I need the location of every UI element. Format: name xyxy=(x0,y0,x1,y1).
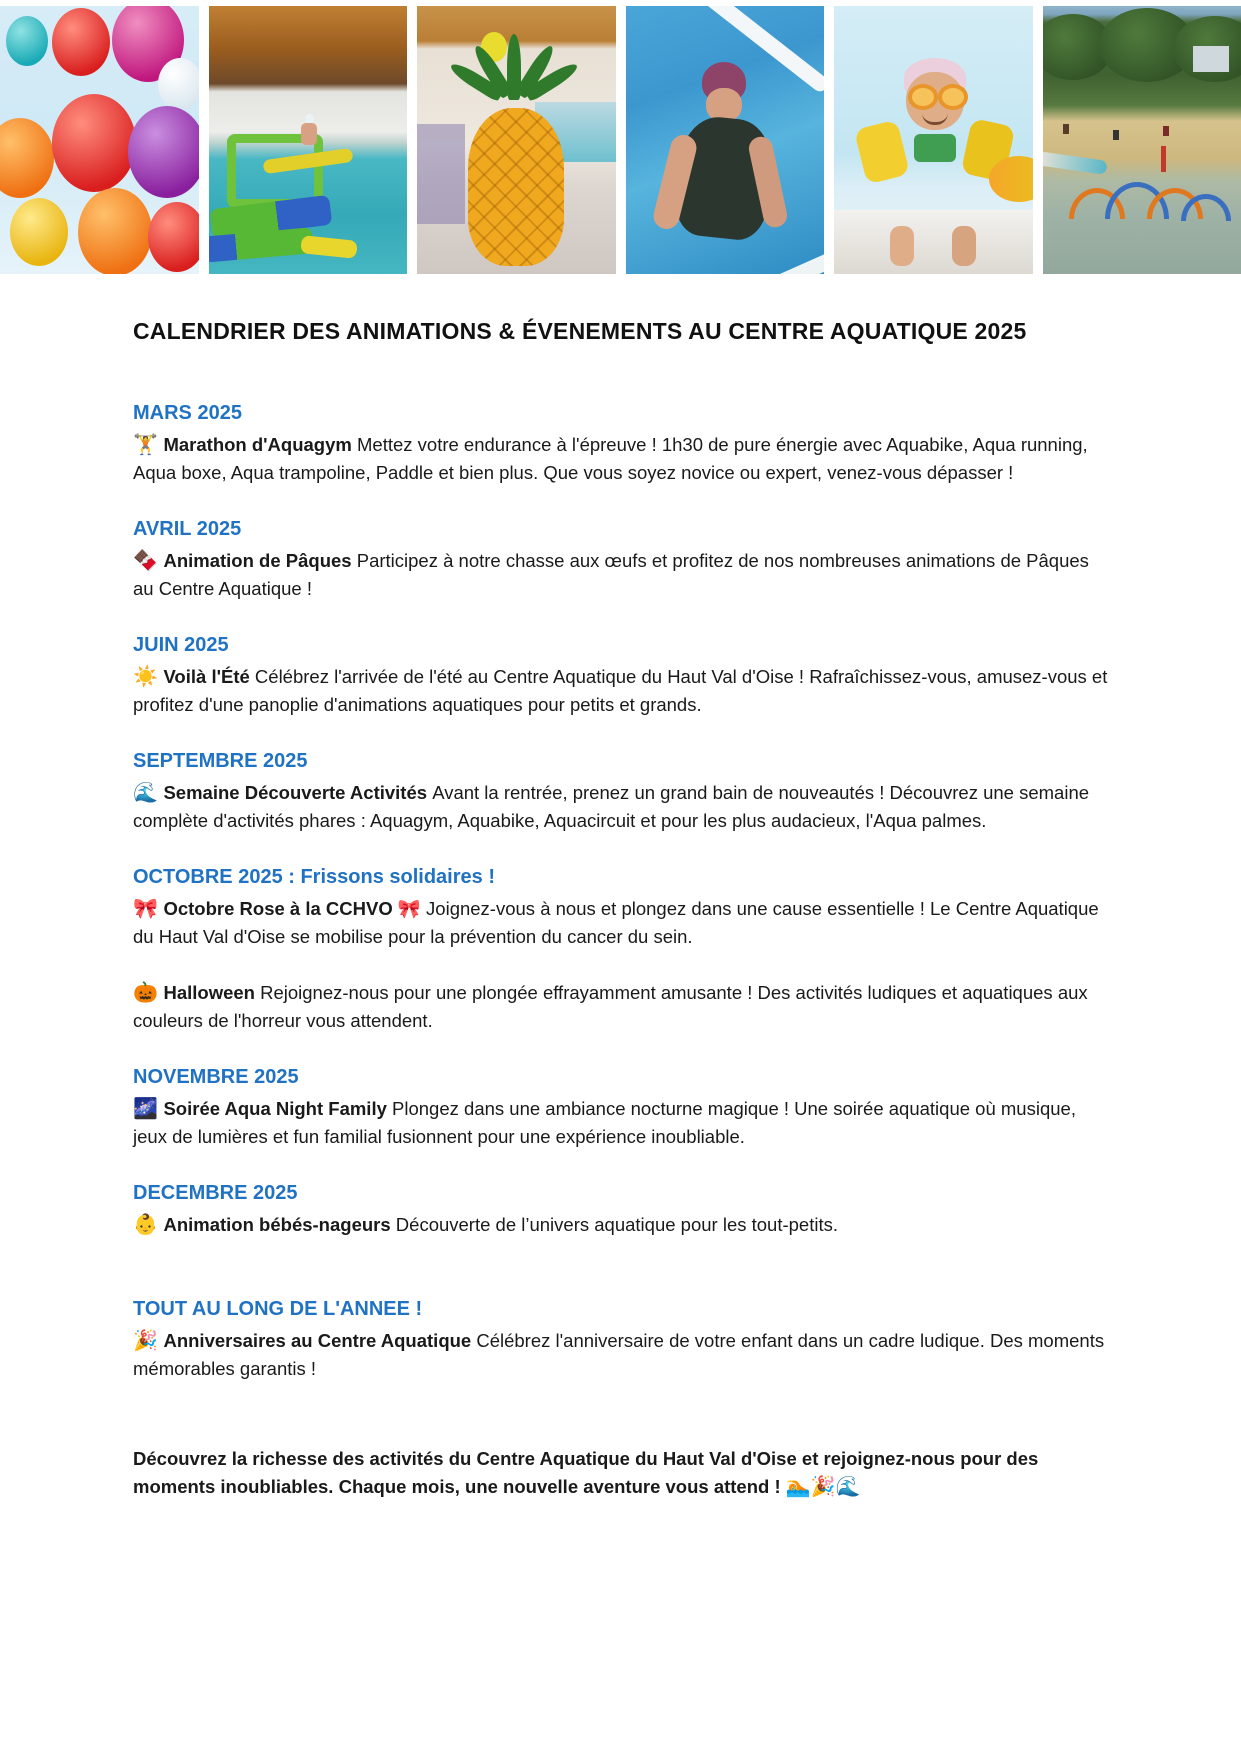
photo-indoor-pool-inflatables xyxy=(209,6,408,274)
closing-text: Découvrez la richesse des activités du Centre Aquatique du Haut Val d'Oise et rejoignez-nous pour des moments inoubliables. Chaque mois, une nouvelle aventure vous attend ! xyxy=(133,1448,1039,1497)
sections xyxy=(133,401,1108,1383)
pool-noodle xyxy=(750,250,824,274)
balloon xyxy=(158,58,199,110)
child-hand xyxy=(952,226,976,266)
section-heading: SEPTEMBRE 2025 xyxy=(133,750,308,772)
event-title: Anniversaires au Centre Aquatique xyxy=(163,1330,477,1351)
month-section xyxy=(133,1297,1108,1383)
event-paragraph xyxy=(133,431,1108,487)
section-heading: AVRIL 2025 xyxy=(133,518,242,540)
month-section xyxy=(133,1181,1108,1239)
month-section xyxy=(133,865,1108,1035)
event-paragraph xyxy=(133,1211,1108,1239)
photo-pineapple-mascot xyxy=(417,6,616,274)
event-paragraph xyxy=(133,547,1108,603)
night-galaxy-icon: 🌌 xyxy=(133,1098,164,1120)
balloon xyxy=(0,118,54,198)
swimmer-figure xyxy=(301,123,317,145)
event-paragraph xyxy=(133,1095,1108,1151)
sun-icon: ☀️ xyxy=(133,666,164,688)
page-title: CALENDRIER DES ANIMATIONS & ÉVENEMENTS AU CENTRE AQUATIQUE 2025 xyxy=(133,318,1027,344)
section-heading: OCTOBRE 2025 : Frissons solidaires ! xyxy=(133,866,495,888)
tiled-wall xyxy=(417,124,465,224)
document-content xyxy=(133,318,1108,1501)
event-description: Célébrez l'arrivée de l'été au Centre Aquatique du Haut Val d'Oise ! Rafraîchissez-vous, amusez-vous et profitez d'une panoplie d'animations aquatiques pour petits et grands. xyxy=(133,666,1108,715)
month-section xyxy=(133,401,1108,487)
month-section xyxy=(133,633,1108,719)
goggles-lens xyxy=(908,84,938,110)
section-heading: NOVEMBRE 2025 xyxy=(133,1066,299,1088)
beach-person xyxy=(1113,130,1119,140)
party-popper-icon: 🎉 xyxy=(133,1330,164,1352)
balloon xyxy=(10,198,68,266)
event-paragraph xyxy=(133,979,1108,1035)
month-section xyxy=(133,749,1108,835)
event-description: Découverte de l’univers aquatique pour les tout-petits. xyxy=(395,1214,838,1235)
wave-icon: 🌊 xyxy=(133,782,164,804)
event-paragraph xyxy=(133,1327,1108,1383)
section-heading: JUIN 2025 xyxy=(133,634,229,656)
baby-icon: 👶 xyxy=(133,1214,164,1236)
jack-o-lantern-icon: 🎃 xyxy=(133,982,164,1004)
weight-lifter-icon: 🏋️ xyxy=(133,434,164,456)
balloon xyxy=(78,188,152,274)
section-heading: DECEMBRE 2025 xyxy=(133,1182,298,1204)
building xyxy=(1193,46,1229,72)
event-description: Plongez dans une ambiance nocturne magique ! Une soirée aquatique où musique, jeux de lumières et fun familial fusionnent pour une expérience inoubliable. xyxy=(133,1098,1076,1147)
balloon xyxy=(148,202,199,272)
event-title: Halloween xyxy=(163,982,261,1003)
pole xyxy=(1161,146,1166,172)
event-title: Animation bébés-nageurs xyxy=(163,1214,396,1235)
event-paragraph xyxy=(133,779,1108,835)
pool-edge xyxy=(834,210,1033,274)
event-title: Semaine Découverte Activités xyxy=(163,782,433,803)
balloon xyxy=(6,16,48,66)
armband-left xyxy=(854,120,910,185)
photo-splash-park xyxy=(1043,6,1241,274)
water-slide xyxy=(1043,151,1108,175)
event-title: Voilà l'Été xyxy=(163,666,255,687)
header-photo-strip xyxy=(0,0,1241,274)
pineapple-mascot xyxy=(468,108,564,266)
event-description: Célébrez l'anniversaire de votre enfant dans un cadre ludique. Des moments mémorables garantis ! xyxy=(133,1330,1105,1379)
section-heading: TOUT AU LONG DE L'ANNEE ! xyxy=(133,1298,423,1320)
chocolate-bar-icon: 🍫 xyxy=(133,550,164,572)
month-section xyxy=(133,1065,1108,1151)
photo-child-armbands xyxy=(834,6,1033,274)
child-hand xyxy=(890,226,914,266)
section-heading: MARS 2025 xyxy=(133,402,242,424)
month-section xyxy=(133,517,1108,603)
event-title: Soirée Aqua Night Family xyxy=(163,1098,393,1119)
goggles-lens xyxy=(938,84,968,110)
balloon xyxy=(128,106,199,198)
event-description: Participez à notre chasse aux œufs et profitez de nos nombreuses animations de Pâques au Centre Aquatique ! xyxy=(133,550,1089,599)
event-paragraph xyxy=(133,895,1108,951)
event-title: Animation de Pâques xyxy=(163,550,357,571)
swimmer-cap xyxy=(305,114,314,123)
event-description: Joignez-vous à nous et plongez dans une cause essentielle ! Le Centre Aquatique du Haut Val d'Oise se mobilise pour la prévention du cancer du sein. xyxy=(133,898,1099,947)
pink-ribbon-icon: 🎀 xyxy=(133,898,164,920)
event-description: Avant la rentrée, prenez un grand bain de nouveautés ! Découvrez une semaine complète d'activités phares : Aquagym, Aquabike, Aquacircuit et pour les plus audacieux, l'Aqua palmes. xyxy=(133,782,1090,831)
closing-paragraph xyxy=(133,1445,1108,1501)
event-description: Rejoignez-nous pour une plongée effrayamment amusante ! Des activités ludiques et aquatiques aux couleurs de l'horreur vous attendent. xyxy=(133,982,1088,1031)
balloon xyxy=(52,8,110,76)
photo-aquagym-swimmer xyxy=(626,6,825,274)
closing-icons: 🏊🎉🌊 xyxy=(785,1476,861,1498)
photo-balloons xyxy=(0,6,199,274)
event-title: Marathon d'Aquagym xyxy=(163,434,357,455)
event-title: Octobre Rose à la CCHVO 🎀 xyxy=(163,898,427,919)
event-paragraph xyxy=(133,663,1108,719)
event-description: Mettez votre endurance à l'épreuve ! 1h30 de pure énergie avec Aquabike, Aqua running, Aqua boxe, Aqua trampoline, Paddle et bien plus. Que vous soyez novice ou expert, venez-vous dépasser ! xyxy=(133,434,1088,483)
green-swimsuit xyxy=(914,134,956,162)
beach-person xyxy=(1163,126,1169,136)
balloon xyxy=(52,94,136,192)
beach-person xyxy=(1063,124,1069,134)
inflatable-step xyxy=(300,235,358,259)
